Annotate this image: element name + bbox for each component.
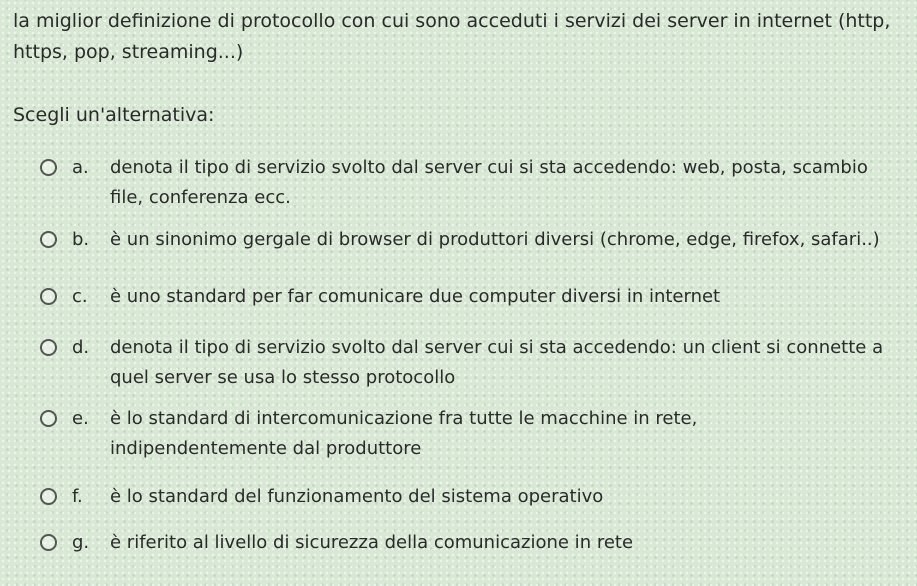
radio-button-e[interactable] (40, 410, 57, 427)
option-text: è riferito al livello di sicurezza della comunicazione in rete (110, 532, 634, 553)
option-g[interactable] (40, 528, 633, 558)
question-text: la miglior definizione di protocollo con cui sono acceduti i servizi dei server in internet (http, https, pop, streaming...) (13, 10, 891, 63)
option-letter: f. (72, 486, 83, 507)
option-letter: a. (72, 157, 89, 178)
option-letter: e. (72, 408, 89, 429)
radio-button-b[interactable] (40, 231, 57, 248)
radio-button-g[interactable] (40, 534, 57, 551)
radio-button-d[interactable] (40, 339, 57, 356)
radio-button-a[interactable] (40, 159, 57, 176)
option-letter: c. (72, 286, 88, 307)
option-letter: b. (72, 229, 90, 250)
option-c[interactable] (40, 282, 720, 312)
option-f[interactable] (40, 482, 603, 512)
option-text: è lo standard di intercomunicazione fra tutte le macchine in rete, indipendentemente dal produttore (110, 408, 698, 459)
option-text: è lo standard del funzionamento del sistema operativo (110, 486, 604, 507)
option-a[interactable] (40, 153, 890, 213)
option-text: denota il tipo di servizio svolto dal server cui si sta accedendo: web, posta, scambio file, conferenza ecc. (110, 157, 868, 208)
option-text: è un sinonimo gergale di browser di produttori diversi (chrome, edge, firefox, safari..) (110, 229, 880, 250)
radio-button-c[interactable] (40, 288, 57, 305)
option-letter: d. (72, 337, 90, 358)
option-b[interactable] (40, 225, 880, 255)
answer-prompt: Scegli un'alternativa: (13, 104, 215, 126)
option-d[interactable] (40, 333, 900, 393)
radio-button-f[interactable] (40, 488, 57, 505)
option-text: è uno standard per far comunicare due computer diversi in internet (110, 286, 721, 307)
option-e[interactable] (40, 404, 730, 464)
option-text: denota il tipo di servizio svolto dal server cui si sta accedendo: un client si connette a quel server se usa lo stesso protocollo (110, 337, 884, 388)
option-letter: g. (72, 532, 90, 553)
